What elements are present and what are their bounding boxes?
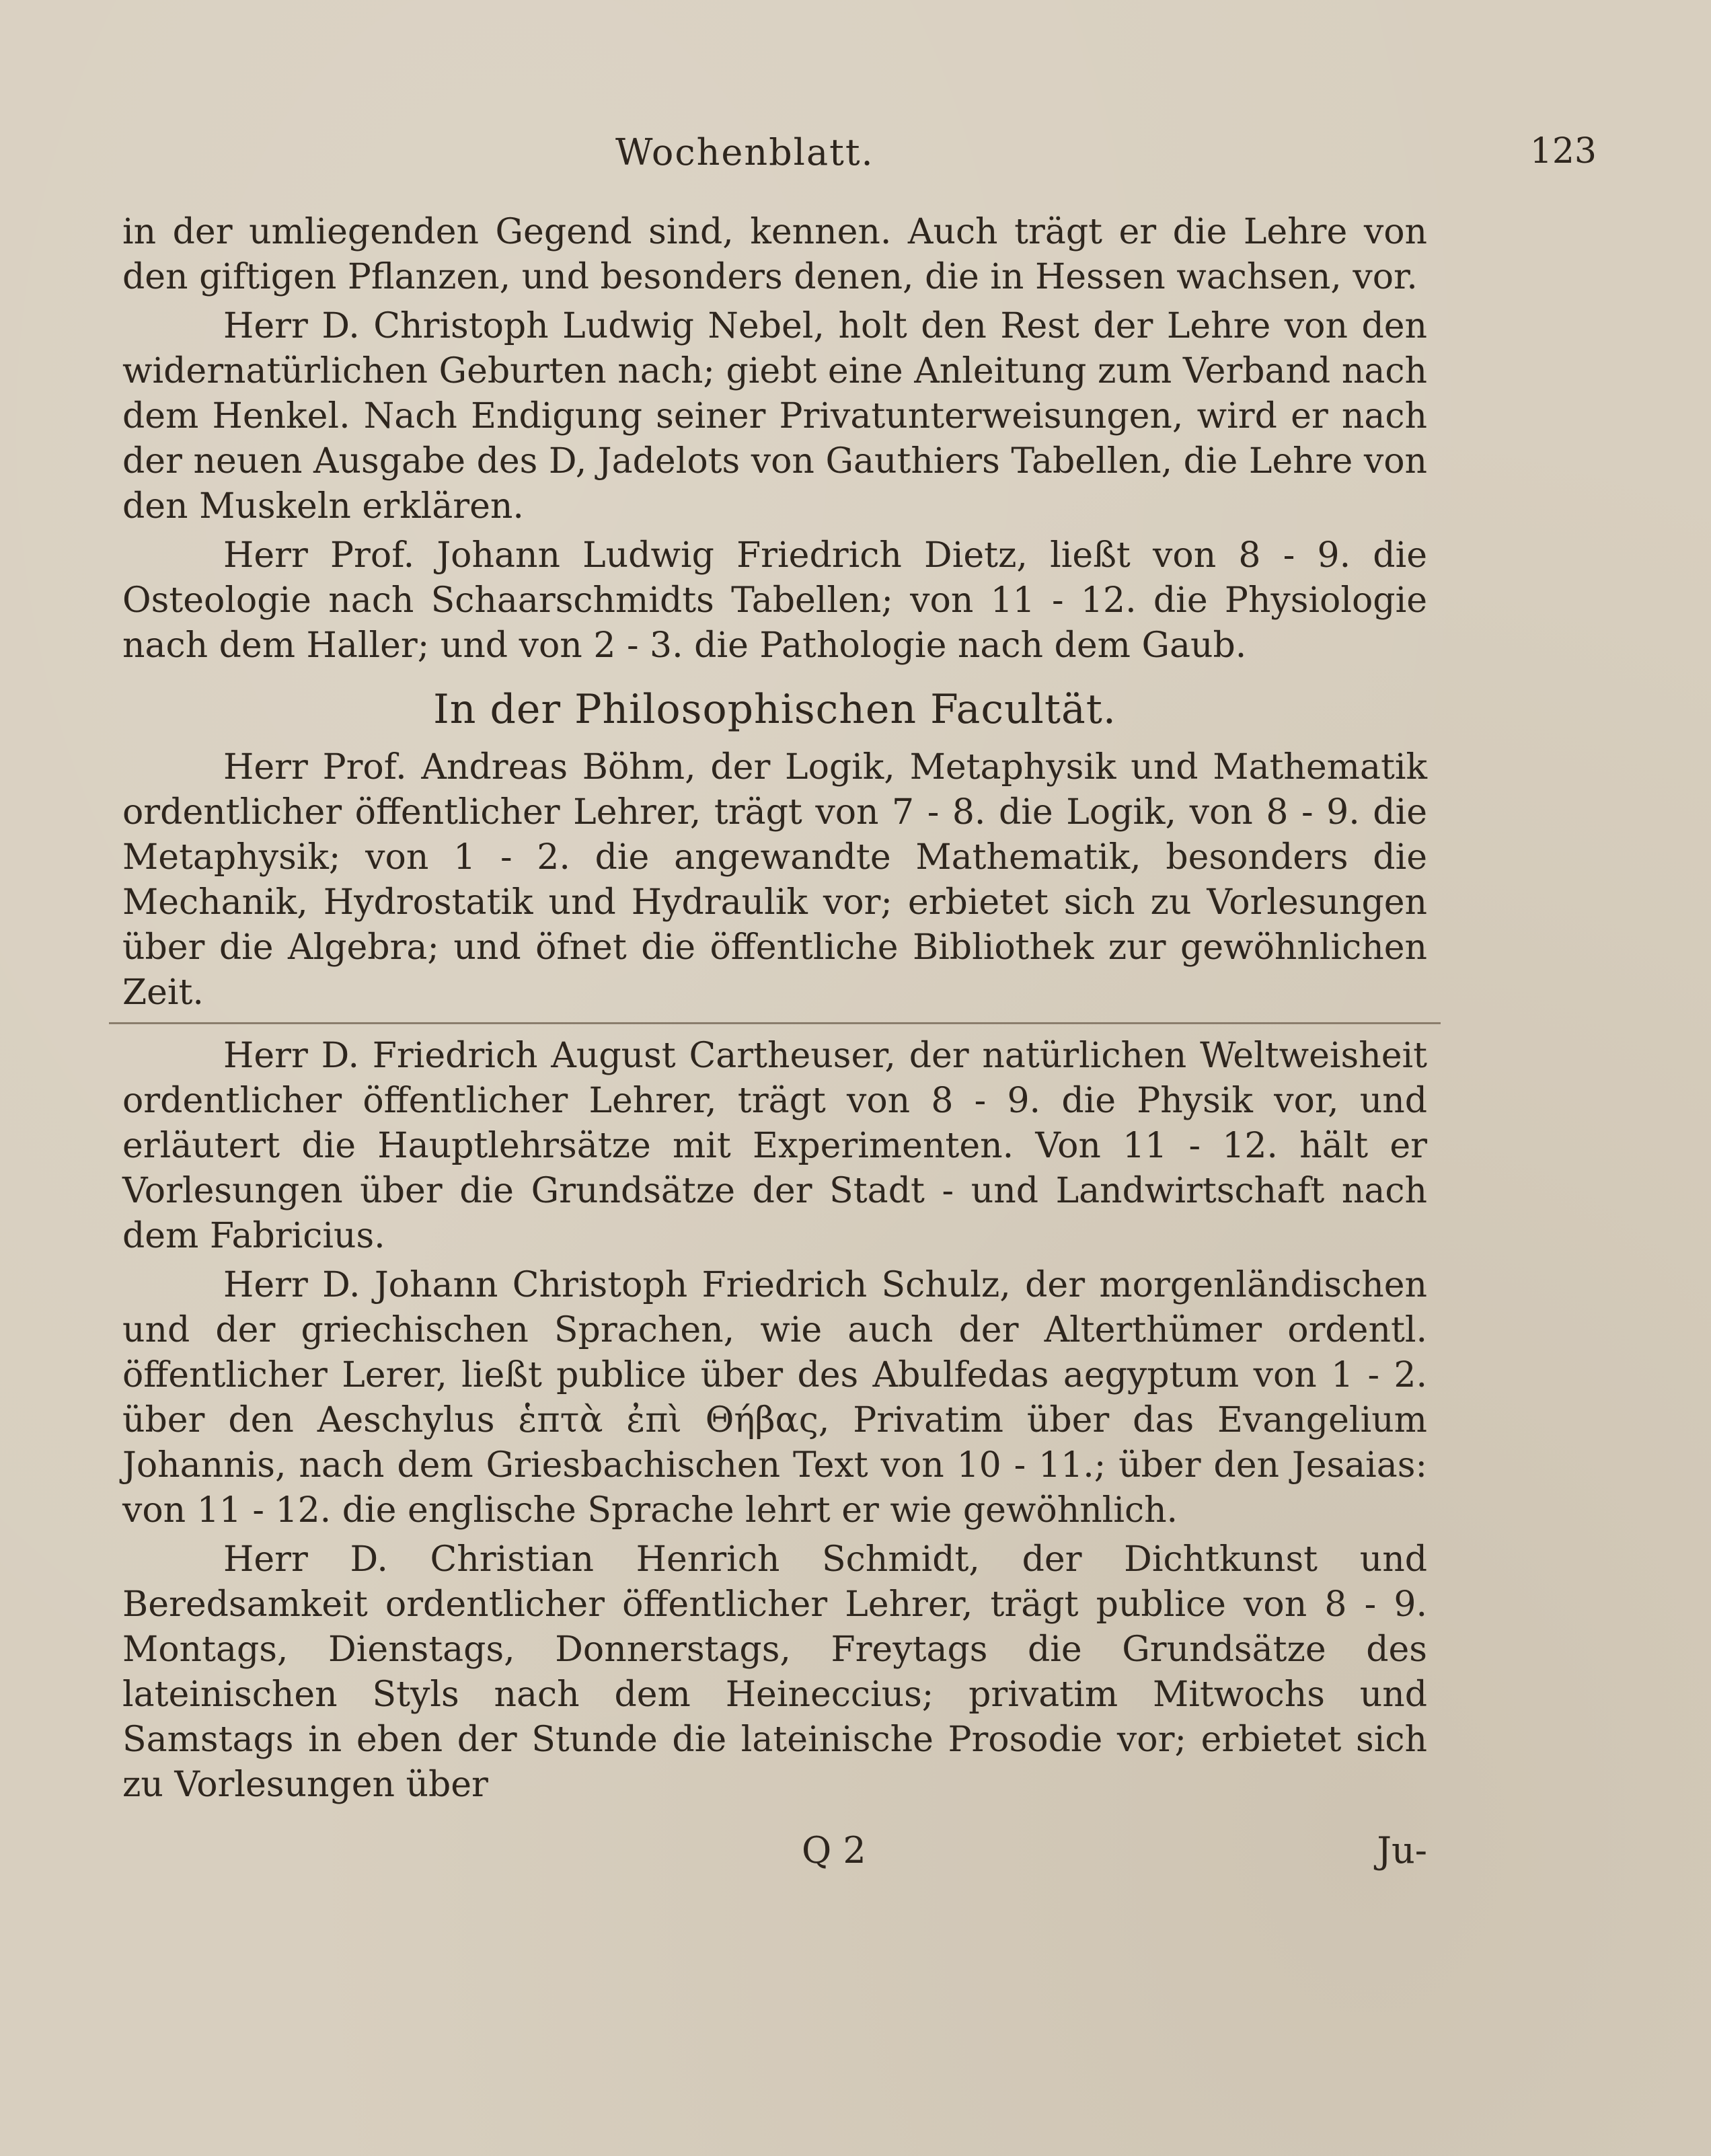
paragraph: in der umliegenden Gegend sind, kennen. Auch trägt er die Lehre von den giftigen Pflanzen, und besonders denen, die in Hessen wachsen, vor. (122, 212, 1427, 297)
section-heading: In der Philosophischen Facultät. (433, 686, 1116, 733)
page-number: 123 (1529, 131, 1597, 171)
catchword: Ju- (1377, 1829, 1427, 1872)
paragraph: Herr D. Christian Henrich Schmidt, der Dichtkunst und Beredsamkeit ordentlicher öffentlicher Lehrer, trägt publice von 8 - 9. Montags, Dienstags, Donnerstags, Freytags die Grundsätze des lateinischen Styls nach dem Heineccius; privatim Mitwochs und Samstags in eben der Stunde die lateinische Prosodie vor; erbietet sich zu Vorlesungen über (122, 1539, 1427, 1805)
page-header (121, 131, 1597, 185)
divider (109, 1022, 1441, 1024)
paragraph: Herr D. Friedrich August Cartheuser, der natürlichen Weltweisheit ordentlicher öffentlicher Lehrer, trägt von 8 - 9. die Physik vor, und erläutert die Hauptlehrsätze mit Experimenten. Von 11 - 12. hält er Vorlesungen über die Grundsätze der Stadt - und Landwirtschaft nach dem Fabricius. (122, 1036, 1427, 1256)
page-body (122, 210, 1427, 1812)
signature-mark: Q 2 (802, 1829, 866, 1872)
paragraph: Herr Prof. Andreas Böhm, der Logik, Metaphysik und Mathematik ordentlicher öffentlicher Lehrer, trägt von 7 - 8. die Logik, von 8 - 9. die Metaphysik; von 1 - 2. die angewandte Mathematik, besonders die Mechanik, Hydrostatik und Hydraulik vor; erbietet sich zu Vorlesungen über die Algebra; und öfnet die öffentliche Bibliothek zur gewöhnlichen Zeit. (122, 747, 1427, 1013)
paragraph: Herr D. Johann Christoph Friedrich Schulz, der morgenländischen und der griechischen Sprachen, wie auch der Alterthümer ordentl. öffentlicher Lerer, ließt publice über des Abulfedas aegyptum von 1 - 2. über den Aeschylus ἑπτὰ ἐπὶ Θήβας, Privatim über das Evangelium Johannis, nach dem Griesbachischen Text von 10 - 11.; über den Jesaias: von 11 - 12. die englische Sprache lehrt er wie gewöhnlich. (122, 1265, 1427, 1531)
running-title: Wochenblatt. (615, 131, 874, 174)
paragraph: Herr D. Christoph Ludwig Nebel, holt den Rest der Lehre von den widernatürlichen Geburten nach; giebt eine Anleitung zum Verband nach dem Henkel. Nach Endigung seiner Privatunterweisungen, wird er nach der neuen Ausgabe des D, Jadelots von Gauthiers Tabellen, die Lehre von den Muskeln erklären. (122, 306, 1427, 527)
paragraph: Herr Prof. Johann Ludwig Friedrich Dietz, ließt von 8 - 9. die Osteologie nach Schaarschmidts Tabellen; von 11 - 12. die Physiologie nach dem Haller; und von 2 - 3. die Pathologie nach dem Gaub. (122, 535, 1427, 666)
page-footer (122, 1829, 1427, 1876)
